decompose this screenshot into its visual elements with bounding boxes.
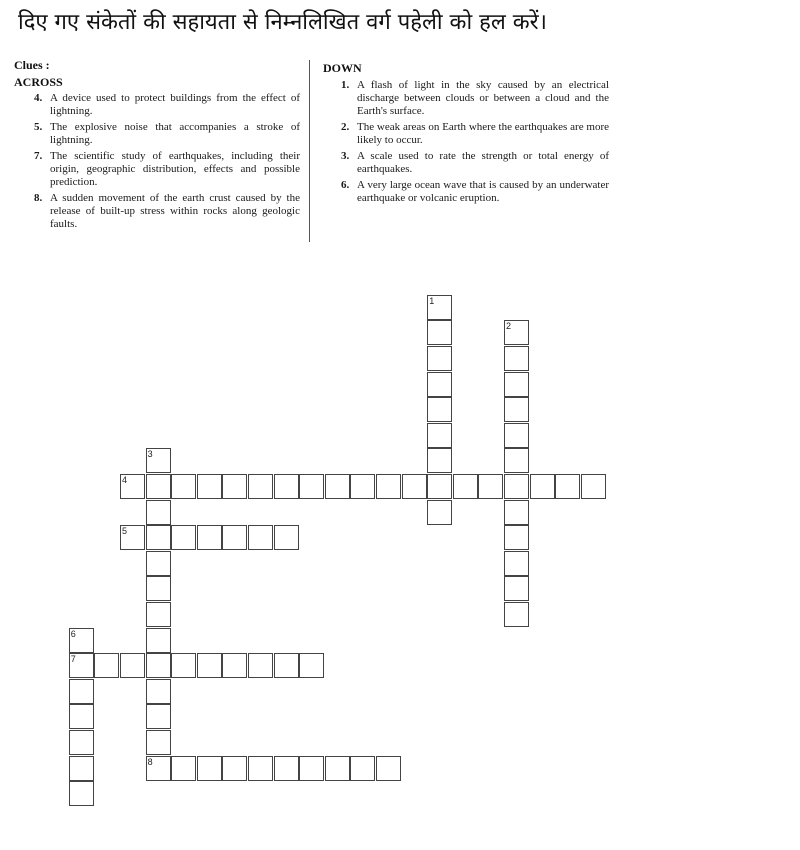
- grid-cell[interactable]: [504, 525, 529, 550]
- clue-text: A flash of light in the sky caused by an electrical discharge between clouds or between a cloud and the Earth's surface.: [357, 79, 609, 117]
- grid-cell[interactable]: [427, 423, 452, 448]
- grid-cell[interactable]: [171, 525, 196, 550]
- grid-cell[interactable]: [504, 576, 529, 601]
- grid-cell[interactable]: [146, 704, 171, 729]
- cell-number: 6: [70, 628, 76, 639]
- grid-cell[interactable]: [222, 474, 247, 499]
- grid-cell[interactable]: [376, 474, 401, 499]
- cell-number: 1: [429, 295, 435, 306]
- grid-cell[interactable]: [69, 628, 94, 653]
- grid-cell[interactable]: [427, 372, 452, 397]
- grid-cell[interactable]: [274, 525, 299, 550]
- grid-cell[interactable]: [427, 448, 452, 473]
- grid-cell[interactable]: [504, 372, 529, 397]
- grid-cell[interactable]: [94, 653, 119, 678]
- clue-text: The explosive noise that accompanies a stroke of lightning.: [50, 121, 300, 146]
- grid-cell[interactable]: [453, 474, 478, 499]
- cell-number: 7: [70, 654, 76, 665]
- clue-number: 4.: [34, 92, 43, 104]
- grid-cell[interactable]: [171, 756, 196, 781]
- grid-cell[interactable]: [274, 756, 299, 781]
- clue-text: A device used to protect buildings from the effect of lightning.: [50, 92, 300, 117]
- cell-number: 8: [147, 756, 153, 767]
- grid-cell[interactable]: [197, 653, 222, 678]
- clue-number: 5.: [34, 121, 43, 133]
- grid-cell[interactable]: [504, 448, 529, 473]
- grid-cell[interactable]: [376, 756, 401, 781]
- down-heading: DOWN: [323, 61, 362, 75]
- cell-number: 3: [147, 449, 153, 460]
- grid-cell[interactable]: [146, 551, 171, 576]
- grid-cell[interactable]: [299, 653, 324, 678]
- grid-cell[interactable]: [299, 756, 324, 781]
- grid-cell[interactable]: [427, 346, 452, 371]
- grid-cell[interactable]: [146, 448, 171, 473]
- grid-cell[interactable]: [248, 525, 273, 550]
- grid-cell[interactable]: [120, 474, 145, 499]
- clues-heading: Clues :: [14, 58, 50, 72]
- cell-number: 2: [506, 321, 512, 332]
- clue-text: The scientific study of earthquakes, including their origin, geographic distribution, effects and possible prediction.: [50, 150, 300, 188]
- clue-text: A sudden movement of the earth crust caused by the release of built-up stress within rocks along geologic faults.: [50, 192, 300, 230]
- grid-cell[interactable]: [325, 756, 350, 781]
- grid-cell[interactable]: [504, 474, 529, 499]
- grid-cell[interactable]: [504, 346, 529, 371]
- grid-cell[interactable]: [69, 679, 94, 704]
- grid-cell[interactable]: [504, 602, 529, 627]
- grid-cell[interactable]: [427, 320, 452, 345]
- grid-cell[interactable]: [325, 474, 350, 499]
- grid-cell[interactable]: [69, 730, 94, 755]
- grid-cell[interactable]: [146, 602, 171, 627]
- grid-cell[interactable]: [504, 397, 529, 422]
- grid-cell[interactable]: [120, 525, 145, 550]
- grid-cell[interactable]: [69, 781, 94, 806]
- question-title: दिए गए संकेतों की सहायता से निम्नलिखित वर्ग पहेली को हल करें।: [18, 10, 547, 35]
- grid-cell[interactable]: [555, 474, 580, 499]
- grid-cell[interactable]: [222, 653, 247, 678]
- clue-text: A scale used to rate the strength or total energy of earthquakes.: [357, 150, 609, 175]
- clue-number: 8.: [34, 192, 43, 204]
- grid-cell[interactable]: [69, 653, 94, 678]
- grid-cell[interactable]: [146, 756, 171, 781]
- grid-cell[interactable]: [69, 756, 94, 781]
- grid-cell[interactable]: [427, 474, 452, 499]
- grid-cell[interactable]: [248, 756, 273, 781]
- grid-cell[interactable]: [69, 704, 94, 729]
- clue-number: 2.: [341, 121, 350, 133]
- grid-cell[interactable]: [504, 423, 529, 448]
- grid-cell[interactable]: [248, 474, 273, 499]
- cell-number: 5: [122, 526, 128, 537]
- grid-cell[interactable]: [427, 500, 452, 525]
- grid-cell[interactable]: [197, 525, 222, 550]
- grid-cell[interactable]: [427, 397, 452, 422]
- grid-cell[interactable]: [427, 295, 452, 320]
- grid-cell[interactable]: [120, 653, 145, 678]
- grid-cell[interactable]: [146, 474, 171, 499]
- grid-cell[interactable]: [350, 756, 375, 781]
- grid-cell[interactable]: [274, 474, 299, 499]
- clue-text: A very large ocean wave that is caused by an underwater earthquake or volcanic eruption.: [357, 179, 609, 204]
- grid-cell[interactable]: [504, 551, 529, 576]
- grid-cell[interactable]: [402, 474, 427, 499]
- clue-number: 1.: [341, 79, 350, 91]
- grid-cell[interactable]: [299, 474, 324, 499]
- grid-cell[interactable]: [504, 500, 529, 525]
- grid-cell[interactable]: [274, 653, 299, 678]
- grid-cell[interactable]: [146, 525, 171, 550]
- grid-cell[interactable]: [146, 679, 171, 704]
- clue-text: The weak areas on Earth where the earthquakes are more likely to occur.: [357, 121, 609, 146]
- grid-cell[interactable]: [146, 500, 171, 525]
- clue-number: 3.: [341, 150, 350, 162]
- grid-cell[interactable]: [146, 730, 171, 755]
- grid-cell[interactable]: [146, 628, 171, 653]
- grid-cell[interactable]: [530, 474, 555, 499]
- grid-cell[interactable]: [581, 474, 606, 499]
- grid-cell[interactable]: [222, 525, 247, 550]
- clue-number: 7.: [34, 150, 43, 162]
- grid-cell[interactable]: [478, 474, 503, 499]
- clue-number: 6.: [341, 179, 350, 191]
- grid-cell[interactable]: [146, 576, 171, 601]
- grid-cell[interactable]: [146, 653, 171, 678]
- grid-cell[interactable]: [197, 756, 222, 781]
- across-heading: ACROSS: [14, 75, 63, 89]
- grid-cell[interactable]: [248, 653, 273, 678]
- grid-cell[interactable]: [171, 474, 196, 499]
- grid-cell[interactable]: [171, 653, 196, 678]
- grid-cell[interactable]: [350, 474, 375, 499]
- grid-cell[interactable]: [197, 474, 222, 499]
- cell-number: 4: [122, 475, 128, 485]
- grid-cell[interactable]: [222, 756, 247, 781]
- grid-cell[interactable]: [504, 320, 529, 345]
